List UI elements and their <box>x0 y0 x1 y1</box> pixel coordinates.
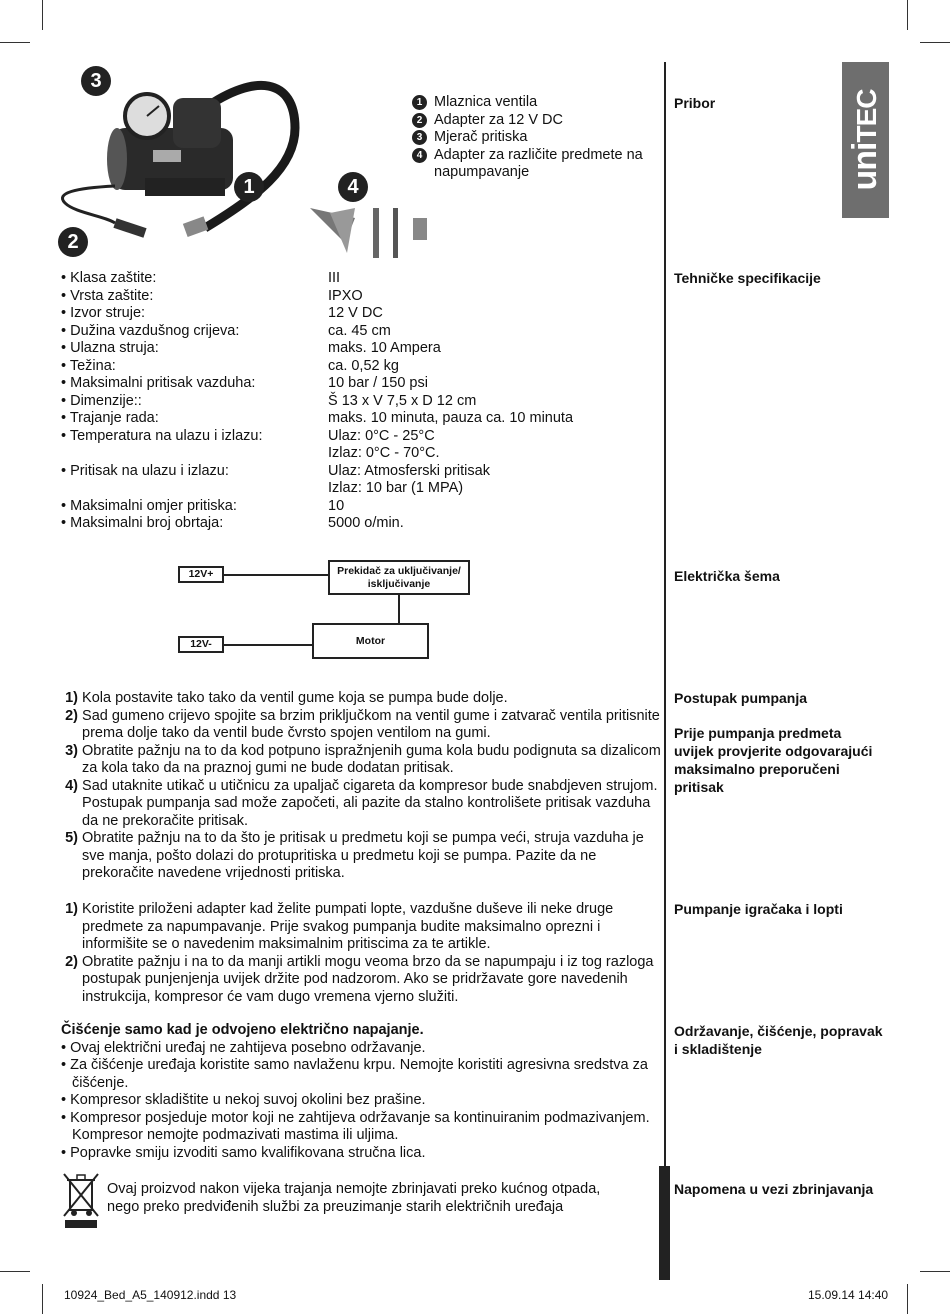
care-bullet: • Kompresor posjeduje motor koji ne zahtijeva održavanje sa kontinuiranim podmazivanjem. Kompresor nemojte podmazivati mastima ili uljima. <box>61 1110 661 1145</box>
sidebar-heading-schema: Električka šema <box>674 568 780 584</box>
crop-mark <box>42 1284 43 1314</box>
schema-wire <box>224 644 312 646</box>
brand-uni: uni <box>846 142 884 191</box>
step-number: 4) <box>65 777 78 794</box>
schema-wire <box>224 574 328 576</box>
crop-mark <box>907 0 908 30</box>
sidebar-heading-care: Održavanje, čišćenje, popravak i skladištenje <box>674 1023 883 1057</box>
spec-value <box>328 463 608 498</box>
spec-label: • Dimenzije:: <box>61 393 328 411</box>
crop-mark <box>907 1284 908 1314</box>
spec-label: • Maksimalni broj obrtaja: <box>61 515 328 533</box>
step-text: Sad utaknite utikač u utičnicu za upaljač cigareta da kompresor bude snabdjeven strujom. Postupak pumpanja sad može započeti, ali pazite da stalno kontrolišete pritisak vazduha da ne prekoračite pritisak. <box>82 777 658 829</box>
spec-label: • Trajanje rada: <box>61 410 328 428</box>
spec-row <box>61 393 608 411</box>
schema-wire <box>398 595 400 623</box>
weee-bin-icon <box>62 1172 100 1230</box>
step-text: Kola postavite tako tako da ventil gume koja se pumpa bude dolje. <box>82 690 508 706</box>
callout-3: 3 <box>81 66 111 96</box>
spec-label: • Izvor struje: <box>61 305 328 323</box>
legend-item <box>412 112 654 130</box>
legend-text: Mjerač pritiska <box>434 129 528 145</box>
footer-file: 10924_Bed_A5_140912.indd 13 <box>64 1288 237 1302</box>
spec-row <box>61 288 608 306</box>
spec-value: ca. 45 cm <box>328 322 391 339</box>
spec-label: • Vrsta zaštite: <box>61 288 328 306</box>
legend-item <box>412 129 654 147</box>
callout-2: 2 <box>58 227 88 257</box>
spec-value: III <box>328 270 341 286</box>
schema-motor: Motor <box>312 623 429 659</box>
legend-item <box>412 94 654 112</box>
spec-row <box>61 515 608 533</box>
footer-date: 15.09.14 14:40 <box>808 1288 889 1302</box>
disposal-text: Ovaj proizvod nakon vijeka trajanja nemojte zbrinjavati preko kućnog otpada, nego preko predviđenih službi za preuzimanje starih električnih uređaja <box>107 1181 601 1215</box>
spec-row <box>61 375 608 393</box>
crop-mark <box>0 42 30 43</box>
tech-specs <box>61 270 608 533</box>
step-number: 2) <box>65 707 78 724</box>
column-divider <box>664 62 666 1166</box>
spec-value-line: Izlaz: 0°C - 70°C. <box>328 445 440 461</box>
schema-switch: Prekidač za uključivanje/ isključivanje <box>328 560 470 595</box>
step-number: 5) <box>65 830 78 846</box>
schema-plus-terminal: 12V+ <box>178 566 224 583</box>
spec-label: • Temperatura na ulazu i izlazu: <box>61 428 328 463</box>
care-bullet: • Za čišćenje uređaja koristite samo navlaženu krpu. Nemojte koristiti agresivna sredstva za čišćenje. <box>61 1057 661 1092</box>
legend-text: Adapter za različite predmete na napumpavanje <box>434 146 643 180</box>
spec-value: 5000 o/min. <box>328 515 404 531</box>
care-bullet: • Ovaj električni uređaj ne zahtijeva posebno održavanje. <box>61 1040 661 1058</box>
spec-label: • Dužina vazdušnog crijeva: <box>61 323 328 341</box>
toys-procedure <box>61 901 661 1006</box>
spec-value: 10 bar / 150 psi <box>328 375 428 391</box>
spec-value: Š 13 x V 7,5 x D 12 cm <box>328 392 477 409</box>
crop-mark <box>0 1271 30 1272</box>
procedure-step <box>61 901 661 954</box>
spec-row <box>61 305 608 323</box>
legend-number: 3 <box>412 130 427 145</box>
legend-text: Mlaznica ventila <box>434 94 538 110</box>
spec-label: • Maksimalni pritisak vazduha: <box>61 375 328 393</box>
care-bullet: • Kompresor skladištite u nekoj suvoj okolini bez prašine. <box>61 1092 661 1110</box>
procedure-step <box>61 690 661 708</box>
spec-value <box>328 428 608 463</box>
brand-logo-text <box>842 62 889 218</box>
legend-text: Adapter za 12 V DC <box>434 111 563 128</box>
spec-value-line: Ulaz: 0°C - 25°C <box>328 427 435 444</box>
step-text: Sad gumeno crijevo spojite sa brzim priključkom na ventil gume i zatvarač ventila pritisnite prema dolje tako da ventil bude čvrsto spojen ventilom na gumi. <box>82 707 660 741</box>
spec-row <box>61 270 608 288</box>
spec-label: • Ulazna struja: <box>61 340 328 358</box>
crop-mark <box>920 1271 950 1272</box>
spec-label: • Težina: <box>61 358 328 376</box>
spec-row <box>61 323 608 341</box>
procedure-step <box>61 708 661 743</box>
spec-row <box>61 463 608 498</box>
spec-row <box>61 410 608 428</box>
spec-value: maks. 10 minuta, pauza ca. 10 minuta <box>328 410 574 426</box>
step-text: Obratite pažnju i na to da manji artikli mogu veoma brzo da se napumpaju i iz tog razloga postupak punjenjenja uvijek držite pod nadzorom. Ako se pridržavate gore navedenih instrukcija, kompresor će vam dugo vremena vjerno služiti. <box>82 953 654 1005</box>
brand-tec: TEC <box>851 89 882 143</box>
spec-value: ca. 0,52 kg <box>328 357 399 374</box>
schema-minus-terminal: 12V- <box>178 636 224 653</box>
procedure-step <box>61 743 661 778</box>
compressor-illustration <box>55 68 445 263</box>
callout-1: 1 <box>234 172 264 202</box>
spec-label: • Pritisak na ulazu i izlazu: <box>61 463 328 498</box>
step-text: Koristite priloženi adapter kad želite pumpati lopte, vazdušne duševe ili neke druge predmete za napumpavanje. Prije svakog pumpanja budite maksimalno oprezni i informišite se o navedenim maksimalnim pritiscima za te artikle. <box>82 901 614 952</box>
legend-item <box>412 147 654 182</box>
sidebar-heading-pribor: Pribor <box>674 95 716 111</box>
spec-label: • Maksimalni omjer pritiska: <box>61 498 328 516</box>
crop-mark <box>920 42 950 43</box>
callout-4: 4 <box>338 172 368 202</box>
step-number: 2) <box>65 953 78 970</box>
step-text: Obratite pažnju na to da što je pritisak u predmetu koji se pumpa veći, struja vazduha je sve manja, pošto dolazi do protupritiska u predmetu koji se pumpa. Pazite da ne prekoračite navedene vrijednosti pritiska. <box>82 830 644 881</box>
spec-value: 12 V DC <box>328 305 383 321</box>
step-number: 1) <box>65 690 78 706</box>
care-section <box>61 1022 661 1162</box>
spec-label: • Klasa zaštite: <box>61 270 328 288</box>
spec-value-line: Izlaz: 10 bar (1 MPA) <box>328 480 464 496</box>
sidebar-procedure-note: Prije pumpanja predmeta uvijek provjerite odgovarajući maksimalno preporučeni pritisak <box>674 725 873 795</box>
spec-value: maks. 10 Ampera <box>328 340 441 356</box>
procedure-step <box>61 830 661 883</box>
procedure-step <box>61 954 661 1007</box>
spec-row <box>61 340 608 358</box>
crop-mark <box>42 0 43 30</box>
parts-legend <box>412 94 654 182</box>
sidebar-heading-toys: Pumpanje igračaka i lopti <box>674 901 843 917</box>
spec-row <box>61 358 608 376</box>
spec-value-line: Ulaz: Atmosferski pritisak <box>328 462 490 479</box>
spec-row <box>61 498 608 516</box>
spec-value: 10 <box>328 497 345 514</box>
step-number: 1) <box>65 901 78 917</box>
column-divider-thick <box>659 1166 670 1280</box>
legend-number: 2 <box>412 113 427 128</box>
care-heading: Čišćenje samo kad je odvojeno električno napajanje. <box>61 1022 424 1038</box>
legend-number: 4 <box>412 148 427 163</box>
sidebar-heading-tech: Tehničke specifikacije <box>674 270 821 286</box>
step-number: 3) <box>65 742 78 759</box>
sidebar-heading-disposal: Napomena u vezi zbrinjavanja <box>674 1181 874 1197</box>
legend-number: 1 <box>412 95 427 110</box>
step-text: Obratite pažnju na to da kod potpuno ispražnjenih guma kola budu podignuta sa dizalicom za kola tako da na praznoj gumi ne bude dodatan pritisak. <box>82 742 661 776</box>
pumping-procedure <box>61 690 661 883</box>
procedure-step <box>61 778 661 831</box>
care-bullet: • Popravke smiju izvoditi samo kvalifikovana stručna lica. <box>61 1145 661 1163</box>
sidebar-heading-procedure: Postupak pumpanja <box>674 690 808 706</box>
spec-value: IPXO <box>328 287 363 304</box>
spec-row <box>61 428 608 463</box>
